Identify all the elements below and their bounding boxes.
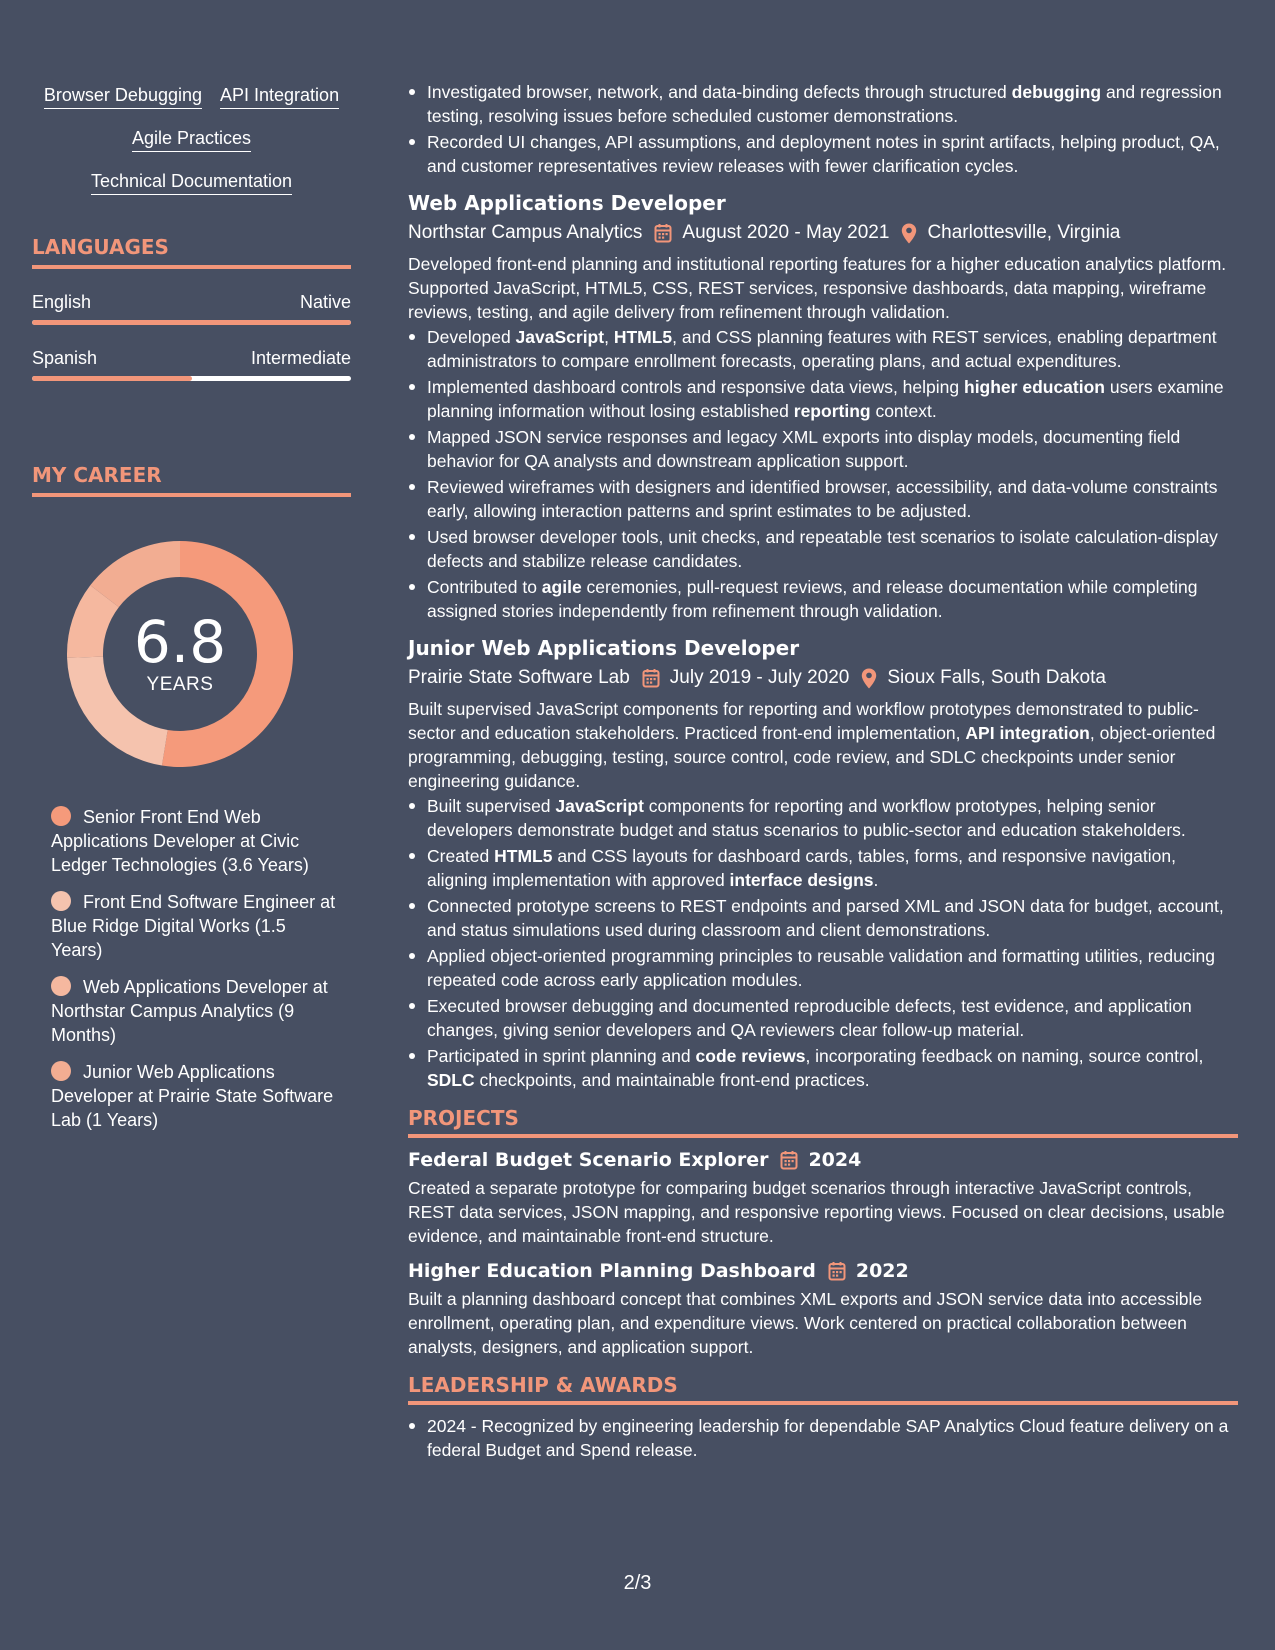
calendar-icon <box>642 668 660 688</box>
job-location: Sioux Falls, South Dakota <box>887 667 1106 688</box>
continued-bullets <box>408 80 1238 178</box>
job-meta <box>408 665 1238 691</box>
bullet-item: Contributed to agile ceremonies, pull-request reviews, and release documentation while completing assigned stories independently from refinement through validation. <box>408 575 1238 623</box>
job-title: Web Applications Developer <box>408 191 726 215</box>
bullet-item: Applied object-oriented programming principles to reusable validation and formatting utilities, reducing repeated code across early application modules. <box>408 944 1238 992</box>
calendar-icon <box>780 1150 798 1170</box>
job-meta <box>408 220 1238 246</box>
award-item: 2024 - Recognized by engineering leadership for dependable SAP Analytics Cloud feature delivery on a federal Budget and Spend release. <box>408 1414 1238 1462</box>
skills-row <box>32 84 351 109</box>
career-total-value: 6.8 <box>133 608 227 676</box>
languages-heading: LANGUAGES <box>32 235 351 269</box>
skill-tag: Browser Debugging <box>44 84 202 109</box>
job-entry <box>408 635 1238 1092</box>
skill-tag: API Integration <box>220 84 339 109</box>
project-year: 2024 <box>808 1149 862 1171</box>
career-total-unit: YEARS <box>146 674 214 695</box>
legend-item <box>51 890 336 962</box>
calendar-icon <box>828 1261 846 1281</box>
legend-dot <box>51 976 71 996</box>
legend-item <box>51 975 336 1047</box>
job-title: Junior Web Applications Developer <box>408 636 800 660</box>
experience-list <box>408 190 1238 1092</box>
donut-center <box>65 539 295 769</box>
language-name: English <box>32 292 92 312</box>
projects-list <box>408 1147 1238 1359</box>
career-donut-chart <box>65 539 295 769</box>
legend-dot <box>51 891 71 911</box>
calendar-icon <box>780 1150 798 1170</box>
bullet-item: Investigated browser, network, and data-binding defects through structured debugging and regression testing, resolving issues before scheduled customer demonstrations. <box>408 80 1238 128</box>
skills-row <box>32 170 351 195</box>
project-description: Built a planning dashboard concept that combines XML exports and JSON service data into accessible enrollment, operating plan, and expenditure views. Work centered on practical collaboration between analysts, designers, and application support. <box>408 1289 1203 1357</box>
job-summary: Built supervised JavaScript components for reporting and workflow prototypes demonstrated to public-sector and education stakeholders. Practiced front-end implementation, API integration, object-oriented programming, debugging, testing, source control, code review, and SDLC checkpoints under senior engineering guidance. <box>408 699 1216 791</box>
job-summary: Developed front-end planning and institutional reporting features for a higher education analytics platform. Supported JavaScript, HTML5, CSS, REST services, responsive dashboards, data mapping, wireframe reviews, testing, and agile delivery from refinement through validation. <box>408 254 1227 322</box>
legend-label: Web Applications Developer at Northstar Campus Analytics (9 Months) <box>51 977 328 1045</box>
location-pin-icon <box>901 223 917 244</box>
awards-list <box>408 1414 1238 1462</box>
language-name: Spanish <box>32 348 98 368</box>
calendar-icon <box>654 223 672 243</box>
job-location: Charlottesville, Virginia <box>927 222 1121 243</box>
bullet-item: Created HTML5 and CSS layouts for dashboard cards, tables, forms, and responsive navigation, aligning implementation with approved interface designs. <box>408 844 1238 892</box>
career-heading: MY CAREER <box>32 463 351 497</box>
location-pin-icon <box>901 223 917 244</box>
language-bar <box>32 376 351 381</box>
awards-heading: LEADERSHIP & AWARDS <box>408 1373 1238 1405</box>
bullet-item: Built supervised JavaScript components for reporting and workflow prototypes, helping senior developers demonstrate budget and status scenarios to public-sector and education stakeholders. <box>408 794 1238 842</box>
bullet-item: Executed browser debugging and documented reproducible defects, test evidence, and application changes, giving senior developers and QA reviewers clear follow-up material. <box>408 994 1238 1042</box>
skill-tag: Agile Practices <box>132 127 251 152</box>
skill-tag: Technical Documentation <box>91 170 292 195</box>
legend-label: Front End Software Engineer at Blue Ridge Digital Works (1.5 Years) <box>51 892 336 960</box>
location-pin-icon <box>861 668 877 689</box>
calendar-icon <box>828 1261 846 1281</box>
calendar-icon <box>642 668 660 688</box>
job-bullets <box>408 794 1238 1092</box>
legend-item <box>51 805 336 877</box>
location-pin-icon <box>861 668 877 689</box>
language-item <box>32 347 351 381</box>
skills-row <box>32 127 351 152</box>
project-entry <box>408 1258 1238 1359</box>
job-company: Prairie State Software Lab <box>408 667 630 688</box>
job-company: Northstar Campus Analytics <box>408 222 643 243</box>
sidebar <box>32 84 351 1145</box>
language-level: Native <box>299 292 351 312</box>
bullet-item: Recorded UI changes, API assumptions, and deployment notes in sprint artifacts, helping product, QA, and customer representatives review releases with fewer clarification cycles. <box>408 130 1238 178</box>
project-year: 2022 <box>855 1260 909 1282</box>
language-level: Intermediate <box>250 348 351 368</box>
bullet-item: Participated in sprint planning and code reviews, incorporating feedback on naming, source control, SDLC checkpoints, and maintainable front-end practices. <box>408 1044 1238 1092</box>
legend-label: Senior Front End Web Applications Developer at Civic Ledger Technologies (3.6 Years) <box>51 807 309 875</box>
project-name: Federal Budget Scenario Explorer <box>408 1149 769 1171</box>
project-description: Created a separate prototype for comparing budget scenarios through interactive JavaScript controls, REST data services, JSON mapping, and responsive reporting views. Focused on clear decisions, usable evidence, and maintainable front-end structure. <box>408 1178 1225 1246</box>
project-name: Higher Education Planning Dashboard <box>408 1260 816 1282</box>
project-header <box>408 1258 1238 1284</box>
legend-dot <box>51 806 71 826</box>
legend-dot <box>51 1061 71 1081</box>
job-dates: August 2020 - May 2021 <box>682 222 890 243</box>
skills-list <box>32 84 351 195</box>
bullet-item: Reviewed wireframes with designers and identified browser, accessibility, and data-volume constraints early, allowing interaction patterns and sprint estimates to be adjusted. <box>408 475 1238 523</box>
page-number: 2/3 <box>623 1572 652 1594</box>
job-dates: July 2019 - July 2020 <box>669 667 850 688</box>
calendar-icon <box>654 223 672 243</box>
language-item <box>32 291 351 325</box>
job-entry <box>408 190 1238 623</box>
language-bar <box>32 320 351 325</box>
bullet-item: Used browser developer tools, unit checks, and repeatable test scenarios to isolate calculation-display defects and stabilize release candidates. <box>408 525 1238 573</box>
project-header <box>408 1147 1238 1173</box>
bullet-item: Connected prototype screens to REST endpoints and parsed XML and JSON data for budget, account, and status simulations used during classroom and client demonstrations. <box>408 894 1238 942</box>
legend-label: Junior Web Applications Developer at Prairie State Software Lab (1 Years) <box>51 1062 334 1130</box>
language-bar-fill <box>32 376 192 381</box>
projects-heading: PROJECTS <box>408 1106 1238 1138</box>
bullet-item: Developed JavaScript, HTML5, and CSS planning features with REST services, enabling department administrators to compare enrollment forecasts, operating plans, and actual expenditures. <box>408 325 1238 373</box>
bullet-item: Mapped JSON service responses and legacy XML exports into display models, documenting field behavior for QA analysts and downstream application support. <box>408 425 1238 473</box>
career-legend <box>51 805 336 1132</box>
project-entry <box>408 1147 1238 1248</box>
main-content <box>408 80 1238 1464</box>
bullet-item: Implemented dashboard controls and responsive data views, helping higher education users examine planning information without losing established reporting context. <box>408 375 1238 423</box>
job-bullets <box>408 325 1238 623</box>
language-bar-fill <box>32 320 351 325</box>
legend-item <box>51 1060 336 1132</box>
